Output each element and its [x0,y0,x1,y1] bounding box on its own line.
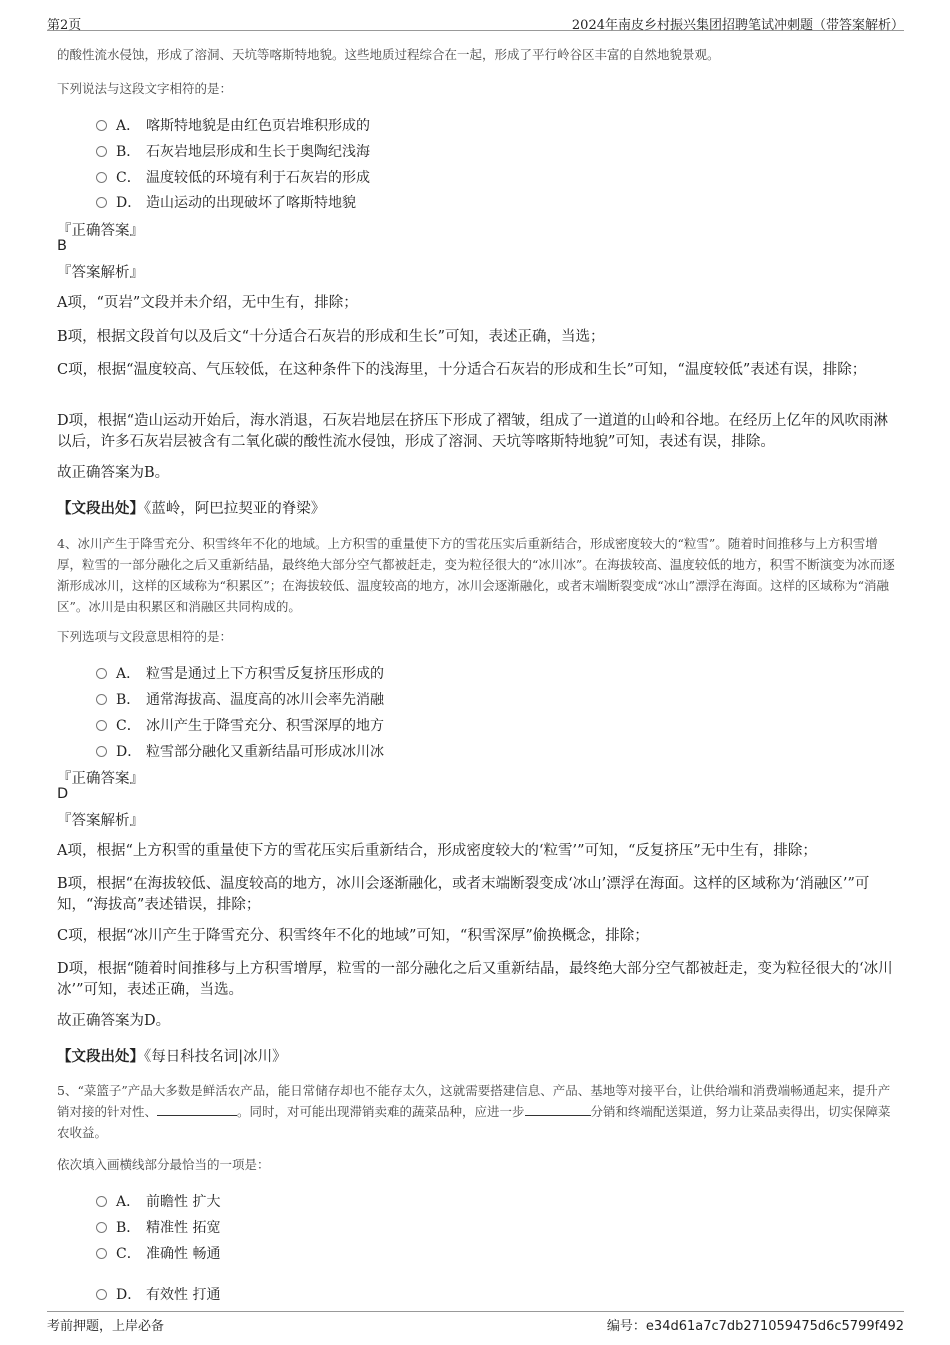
document-id: 编号：e34d61a7c7db271059475d6c5799f492 [606,1319,904,1334]
radio-icon[interactable] [96,146,107,157]
radio-icon[interactable] [96,172,107,183]
q4-conclusion: 故正确答案为D。 [57,1013,171,1029]
q4-analysis-b: B项，根据“在海拔较低、温度较高的地方，冰川会逐渐融化，或者末端断裂变成‘冰山’漂浮在海面。这样的区域称为‘消融区’”可知，“海拔高”表述错误，排除； [57,876,870,913]
document-title: 2024年南皮乡村振兴集团招聘笔试冲刺题（带答案解析） [571,18,904,33]
q3-analysis-c: C项，根据“温度较高、气压较低，在这种条件下的浅海里，十分适合石灰岩的形成和生长”可知，“温度较低”表述有误，排除； [57,362,867,378]
q4-option-c[interactable]: C． 冰川产生于降雪充分、积雪深厚的地方 [96,715,384,735]
q3-conclusion: 故正确答案为B。 [57,465,170,481]
q4-analysis-a: A项，根据“上方积雪的重量使下方的雪花压实后重新结合，形成密度较大的‘粒雪’”可知，“反复挤压”无中生有，排除； [57,843,817,859]
page-number: 第2页 [47,18,82,33]
q4-analysis-marker: 『答案解析』 [57,813,144,829]
radio-icon[interactable] [96,668,107,679]
q4-answer: D [57,786,69,802]
q3-option-d[interactable]: D． 造山运动的出现破坏了喀斯特地貌 [96,192,356,212]
radio-icon[interactable] [96,746,107,757]
q5-passage: 5、“菜篮子”产品大多数是鲜活农产品，能日常储存却也不能存太久，这就需要搭建信息、产品、基地等对接平台，让供给端和消费端畅通起来，提升产销对接的针对性、 。同时，对可能出现滞销卖难的蔬菜品种，应进一步 分销和终端配送渠道，努力让菜品卖得出，切实保障菜农收益。 [57,1083,891,1140]
q4-option-a[interactable]: A． 粒雪是通过上下方积雪反复挤压形成的 [96,663,384,683]
q3-source: 【文段出处】《蓝岭，阿巴拉契亚的脊梁》 [57,500,326,517]
q3-option-a[interactable]: A． 喀斯特地貌是由红色页岩堆积形成的 [96,115,370,135]
page-header [47,8,904,31]
q4-prompt: 下列选项与文段意思相符的是： [57,629,233,644]
q3-prompt: 下列说法与这段文字相符的是： [57,81,233,96]
radio-icon[interactable] [96,1248,107,1259]
page-footer [47,1311,904,1336]
q3-analysis-d: D项，根据“造山运动开始后，海水消退，石灰岩地层在挤压下形成了褶皱，组成了一道道的山岭和谷地。在经历上亿年的风吹雨淋以后，许多石灰岩层被含有二氧化碳的酸性流水侵蚀，形成了溶洞、天坑等喀斯特地貌”可知，表述有误，排除。 [57,413,889,450]
q3-answer: B [57,238,67,254]
radio-icon[interactable] [96,1222,107,1233]
q3-analysis-marker: 『答案解析』 [57,265,144,281]
q4-analysis-c: C项，根据“冰川产生于降雪充分、积雪终年不化的地域”可知，“积雪深厚”偷换概念，排除； [57,928,649,944]
q4-option-b[interactable]: B． 通常海拔高、温度高的冰川会率先消融 [96,689,384,709]
q3-passage-end: 的酸性流水侵蚀，形成了溶洞、天坑等喀斯特地貌。这些地质过程综合在一起，形成了平行岭谷区丰富的自然地貌景观。 [57,47,720,62]
q5-blank-1[interactable] [157,1101,237,1116]
q4-passage: 4、冰川产生于降雪充分、积雪终年不化的地域。上方积雪的重量使下方的雪花压实后重新结合，形成密度较大的“粒雪”。随着时间推移与上方积雪增厚，粒雪的一部分融化之后又重新结晶，最终绝大部分空气都被赶走，变为粒径很大的“冰川冰”。在海拔较高、温度较低的地方，积雪不断演变为冰而逐渐形成冰川，这样的区域称为“积累区”；在海拔较低、温度较高的地方，冰川会逐渐融化，或者末端断裂变成“冰山”漂浮在海面。这样的区域称为“消融区”。冰川是由积累区和消融区共同构成的。 [57,536,895,614]
radio-icon[interactable] [96,1289,107,1300]
radio-icon[interactable] [96,720,107,731]
q3-analysis-a: A项，“页岩”文段并未介绍，无中生有，排除； [57,295,358,311]
q5-prompt: 依次填入画横线部分最恰当的一项是： [57,1157,270,1172]
q5-option-b[interactable]: B． 精准性 拓宽 [96,1217,220,1237]
q3-analysis-b: B项，根据文段首句以及后文“十分适合石灰岩的形成和生长”可知，表述正确，当选； [57,329,605,345]
q4-source: 【文段出处】《每日科技名词|冰川》 [57,1048,287,1065]
q4-answer-marker: 『正确答案』 [57,771,144,787]
footer-slogan: 考前押题，上岸必备 [47,1319,165,1334]
q5-option-d[interactable]: D． 有效性 打通 [96,1284,220,1304]
q4-option-d[interactable]: D． 粒雪部分融化又重新结晶可形成冰川冰 [96,741,384,761]
q3-option-c[interactable]: C． 温度较低的环境有利于石灰岩的形成 [96,167,370,187]
q4-analysis-d: D项，根据“随着时间推移与上方积雪增厚，粒雪的一部分融化之后又重新结晶，最终绝大部分空气都被赶走，变为粒径很大的‘冰川冰’”可知，表述正确，当选。 [57,961,893,998]
radio-icon[interactable] [96,1196,107,1207]
q3-answer-marker: 『正确答案』 [57,223,144,239]
q3-option-b[interactable]: B． 石灰岩地层形成和生长于奥陶纪浅海 [96,141,370,161]
radio-icon[interactable] [96,197,107,208]
q5-blank-2[interactable] [525,1101,591,1116]
q5-option-c[interactable]: C． 准确性 畅通 [96,1243,220,1263]
radio-icon[interactable] [96,120,107,131]
radio-icon[interactable] [96,694,107,705]
q5-option-a[interactable]: A． 前瞻性 扩大 [96,1191,220,1211]
